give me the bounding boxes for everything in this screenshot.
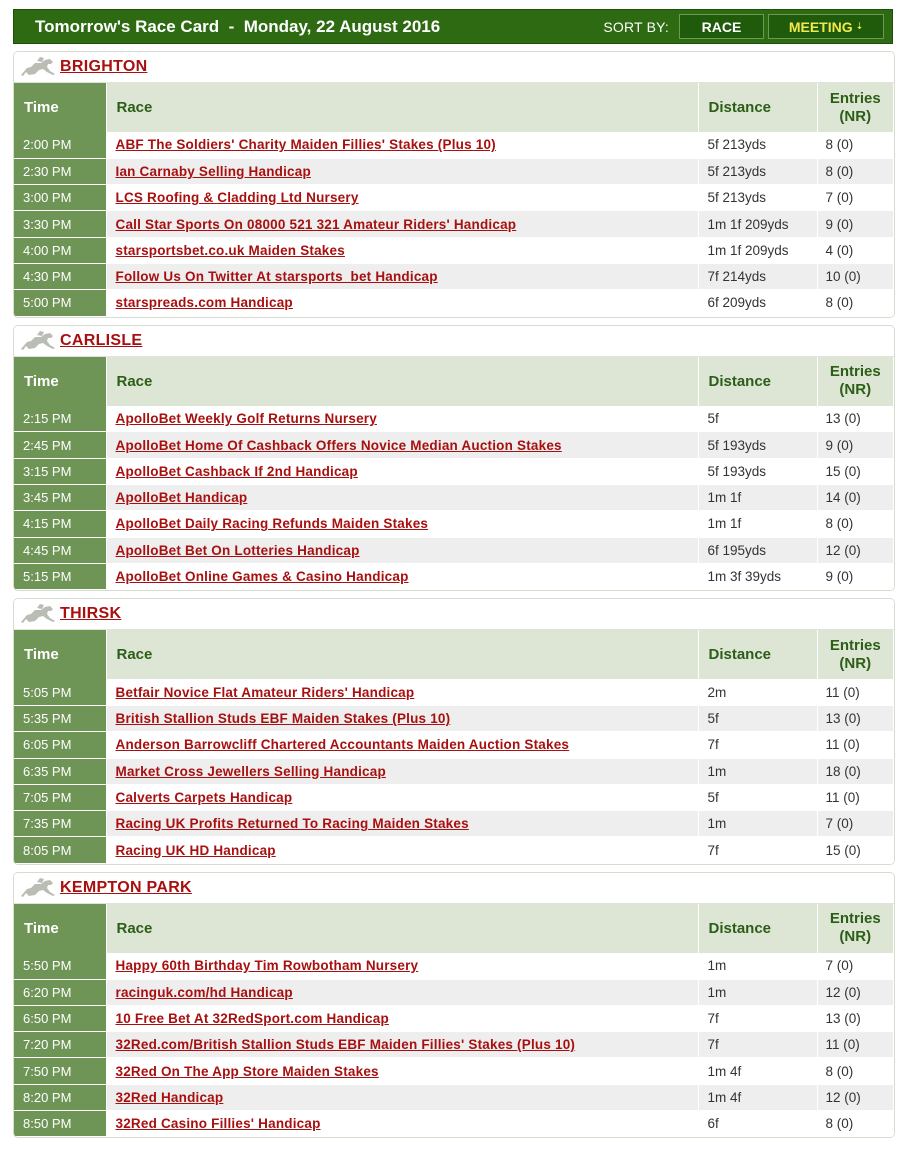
race-time: 8:20 PM — [14, 1084, 106, 1110]
race-name-link[interactable]: British Stallion Studs EBF Maiden Stakes (Plus 10) — [115, 711, 451, 727]
meetings-list — [13, 51, 893, 1138]
race-entries: 9 (0) — [817, 211, 894, 237]
table-row — [14, 1084, 894, 1110]
race-entries: 15 (0) — [817, 458, 894, 484]
race-cell — [106, 837, 698, 863]
race-entries: 8 (0) — [817, 132, 894, 158]
race-name-link[interactable]: 32Red On The App Store Maiden Stakes — [115, 1063, 379, 1079]
race-time: 4:30 PM — [14, 263, 106, 289]
race-name-link[interactable]: starspreads.com Handicap — [115, 295, 293, 311]
race-time: 7:20 PM — [14, 1032, 106, 1058]
race-name-link[interactable]: Ian Carnaby Selling Handicap — [115, 163, 311, 179]
race-distance: 1m 1f — [698, 511, 817, 537]
race-table — [14, 357, 894, 591]
race-cell — [106, 811, 698, 837]
column-header-distance: Distance — [698, 904, 817, 953]
race-table — [14, 630, 894, 864]
race-distance: 6f — [698, 1111, 817, 1137]
meeting-header — [14, 599, 894, 630]
race-entries: 14 (0) — [817, 484, 894, 510]
page-title: Tomorrow's Race Card - Monday, 22 August 2016 — [35, 16, 441, 36]
race-time: 5:05 PM — [14, 679, 106, 705]
column-header-race: Race — [106, 357, 698, 406]
race-time: 7:50 PM — [14, 1058, 106, 1084]
meeting-name-link[interactable]: CARLISLE — [60, 331, 143, 349]
race-distance: 7f — [698, 1005, 817, 1031]
race-entries: 8 (0) — [817, 511, 894, 537]
race-distance: 1m 3f 39yds — [698, 563, 817, 589]
race-cell — [106, 211, 698, 237]
race-distance: 5f — [698, 406, 817, 432]
race-distance: 5f — [698, 784, 817, 810]
race-name-link[interactable]: Betfair Novice Flat Amateur Riders' Handicap — [115, 684, 415, 700]
race-cell — [106, 158, 698, 184]
meeting-block — [13, 51, 895, 318]
race-distance: 7f 214yds — [698, 263, 817, 289]
race-entries: 7 (0) — [817, 953, 894, 979]
race-time: 7:05 PM — [14, 784, 106, 810]
race-distance: 7f — [698, 837, 817, 863]
race-cell — [106, 1058, 698, 1084]
column-header-entries — [817, 357, 894, 406]
meeting-block — [13, 325, 895, 592]
sort-meeting-button[interactable] — [768, 14, 884, 39]
race-name-link[interactable]: Market Cross Jewellers Selling Handicap — [115, 763, 386, 779]
race-name-link[interactable]: racinguk.com/hd Handicap — [115, 984, 293, 1000]
column-header-time: Time — [14, 630, 106, 679]
race-entries: 7 (0) — [817, 811, 894, 837]
entries-label: Entries — [829, 89, 881, 107]
race-time: 8:05 PM — [14, 837, 106, 863]
race-entries: 12 (0) — [817, 1084, 894, 1110]
race-name-link[interactable]: Call Star Sports On 08000 521 321 Amateur Riders' Handicap — [115, 216, 517, 232]
horse-racing-icon — [17, 602, 59, 626]
race-cell — [106, 705, 698, 731]
race-name-link[interactable]: LCS Roofing & Cladding Ltd Nursery — [115, 190, 359, 206]
race-cell — [106, 784, 698, 810]
meeting-name-link[interactable]: BRIGHTON — [60, 58, 148, 75]
meeting-header — [14, 326, 894, 357]
race-time: 6:20 PM — [14, 979, 106, 1005]
table-row — [14, 290, 894, 316]
race-cell — [106, 406, 698, 432]
race-distance: 2m — [698, 679, 817, 705]
race-name-link[interactable]: ApolloBet Cashback If 2nd Handicap — [115, 463, 358, 479]
nr-label: (NR) — [839, 928, 872, 946]
race-entries: 7 (0) — [817, 185, 894, 211]
table-row — [14, 158, 894, 184]
race-entries: 13 (0) — [817, 1005, 894, 1031]
table-row — [14, 211, 894, 237]
race-entries: 8 (0) — [817, 1058, 894, 1084]
horse-racing-icon — [17, 876, 59, 900]
race-time: 4:15 PM — [14, 511, 106, 537]
race-time: 4:00 PM — [14, 237, 106, 263]
table-row — [14, 1032, 894, 1058]
sort-meeting-label: MEETING — [788, 18, 853, 35]
column-header-time: Time — [14, 904, 106, 953]
race-distance: 5f 213yds — [698, 158, 817, 184]
race-card-header — [13, 9, 893, 44]
race-time: 2:30 PM — [14, 158, 106, 184]
race-cell — [106, 732, 698, 758]
race-name-link[interactable]: ApolloBet Weekly Golf Returns Nursery — [115, 410, 377, 426]
table-row — [14, 979, 894, 1005]
race-time: 3:30 PM — [14, 211, 106, 237]
nr-label: (NR) — [839, 654, 872, 672]
race-name-link[interactable]: Anderson Barrowcliff Chartered Accountants Maiden Auction Stakes — [115, 737, 570, 753]
table-row — [14, 237, 894, 263]
race-table — [14, 904, 894, 1138]
table-row — [14, 784, 894, 810]
race-time: 5:00 PM — [14, 290, 106, 316]
race-name-link[interactable]: ABF The Soldiers' Charity Maiden Fillies' Stakes (Plus 10) — [115, 137, 496, 153]
meeting-block — [13, 598, 895, 865]
horse-racing-icon — [17, 329, 59, 353]
table-row — [14, 458, 894, 484]
race-name-link[interactable]: Calverts Carpets Handicap — [115, 789, 293, 805]
race-name-link[interactable]: starsportsbet.co.uk Maiden Stakes — [115, 242, 345, 258]
column-header-entries — [817, 630, 894, 679]
entries-label: Entries — [829, 910, 881, 928]
race-table — [14, 83, 894, 317]
race-entries: 8 (0) — [817, 158, 894, 184]
race-name-link[interactable]: 32Red Casino Fillies' Handicap — [115, 1116, 321, 1132]
race-name-link[interactable]: 10 Free Bet At 32RedSport.com Handicap — [115, 1010, 389, 1026]
table-row — [14, 263, 894, 289]
race-time: 3:45 PM — [14, 484, 106, 510]
race-distance: 1m — [698, 811, 817, 837]
column-header-race: Race — [106, 630, 698, 679]
race-name-link[interactable]: ApolloBet Home Of Cashback Offers Novice Median Auction Stakes — [115, 437, 562, 453]
race-cell — [106, 1111, 698, 1137]
table-row — [14, 432, 894, 458]
race-entries: 12 (0) — [817, 537, 894, 563]
race-name-link[interactable]: Happy 60th Birthday Tim Rowbotham Nursery — [115, 958, 419, 974]
table-row — [14, 406, 894, 432]
race-time: 3:15 PM — [14, 458, 106, 484]
race-time: 2:15 PM — [14, 406, 106, 432]
race-time: 2:00 PM — [14, 132, 106, 158]
race-distance: 1m 1f 209yds — [698, 237, 817, 263]
column-header-time: Time — [14, 357, 106, 406]
column-header-distance: Distance — [698, 357, 817, 406]
race-entries: 13 (0) — [817, 406, 894, 432]
race-time: 6:05 PM — [14, 732, 106, 758]
meeting-header — [14, 873, 894, 904]
race-entries: 4 (0) — [817, 237, 894, 263]
sort-by-label: SORT BY: — [603, 18, 669, 35]
column-header-race: Race — [106, 83, 698, 132]
table-row — [14, 563, 894, 589]
race-time: 7:35 PM — [14, 811, 106, 837]
race-distance: 1m — [698, 953, 817, 979]
meeting-name-link[interactable]: THIRSK — [60, 605, 122, 623]
race-cell — [106, 979, 698, 1005]
race-entries: 11 (0) — [817, 732, 894, 758]
race-distance: 6f 209yds — [698, 290, 817, 316]
race-cell — [106, 511, 698, 537]
race-distance: 5f 213yds — [698, 185, 817, 211]
table-header-row — [14, 83, 894, 132]
race-entries: 10 (0) — [817, 263, 894, 289]
race-time: 6:50 PM — [14, 1005, 106, 1031]
race-time: 5:35 PM — [14, 705, 106, 731]
race-entries: 9 (0) — [817, 432, 894, 458]
table-header-row — [14, 904, 894, 953]
table-row — [14, 837, 894, 863]
nr-label: (NR) — [839, 381, 872, 399]
race-distance: 5f 213yds — [698, 132, 817, 158]
sort-down-arrow-icon: ⇣ — [855, 21, 864, 31]
race-time: 8:50 PM — [14, 1111, 106, 1137]
table-row — [14, 537, 894, 563]
column-header-entries — [817, 904, 894, 953]
table-row — [14, 758, 894, 784]
race-entries: 11 (0) — [817, 679, 894, 705]
table-row — [14, 132, 894, 158]
race-name-link[interactable]: ApolloBet Bet On Lotteries Handicap — [115, 542, 360, 558]
table-row — [14, 705, 894, 731]
race-cell — [106, 185, 698, 211]
race-distance: 7f — [698, 732, 817, 758]
race-entries: 18 (0) — [817, 758, 894, 784]
race-time: 6:35 PM — [14, 758, 106, 784]
table-row — [14, 679, 894, 705]
race-time: 3:00 PM — [14, 185, 106, 211]
race-distance: 5f 193yds — [698, 458, 817, 484]
race-distance: 5f 193yds — [698, 432, 817, 458]
table-row — [14, 1005, 894, 1031]
race-cell — [106, 679, 698, 705]
race-name-link[interactable]: Follow Us On Twitter At starsports_bet Handicap — [115, 269, 438, 285]
table-row — [14, 185, 894, 211]
race-distance: 7f — [698, 1032, 817, 1058]
race-distance: 1m — [698, 979, 817, 1005]
column-header-distance: Distance — [698, 83, 817, 132]
race-name-link[interactable]: ApolloBet Daily Racing Refunds Maiden Stakes — [115, 516, 429, 532]
race-cell — [106, 263, 698, 289]
table-row — [14, 511, 894, 537]
race-entries: 13 (0) — [817, 705, 894, 731]
meeting-header — [14, 52, 894, 83]
table-row — [14, 1111, 894, 1137]
race-cell — [106, 432, 698, 458]
race-cell — [106, 1005, 698, 1031]
race-distance: 1m 4f — [698, 1058, 817, 1084]
race-entries: 12 (0) — [817, 979, 894, 1005]
race-cell — [106, 953, 698, 979]
column-header-race: Race — [106, 904, 698, 953]
race-cell — [106, 484, 698, 510]
table-row — [14, 484, 894, 510]
race-distance: 5f — [698, 705, 817, 731]
table-row — [14, 732, 894, 758]
race-name-link[interactable]: ApolloBet Handicap — [115, 490, 248, 506]
entries-label: Entries — [829, 363, 881, 381]
race-distance: 1m 4f — [698, 1084, 817, 1110]
race-entries: 8 (0) — [817, 290, 894, 316]
race-distance: 6f 195yds — [698, 537, 817, 563]
race-cell — [106, 537, 698, 563]
column-header-time: Time — [14, 83, 106, 132]
race-cell — [106, 290, 698, 316]
race-entries: 9 (0) — [817, 563, 894, 589]
race-entries: 8 (0) — [817, 1111, 894, 1137]
race-cell — [106, 1032, 698, 1058]
race-name-link[interactable]: Racing UK HD Handicap — [115, 842, 276, 858]
race-cell — [106, 563, 698, 589]
meeting-name-link[interactable]: KEMPTON PARK — [60, 878, 192, 896]
horse-racing-icon — [17, 55, 59, 79]
race-time: 5:15 PM — [14, 563, 106, 589]
table-row — [14, 811, 894, 837]
race-time: 4:45 PM — [14, 537, 106, 563]
column-header-distance: Distance — [698, 630, 817, 679]
sort-race-button[interactable] — [679, 14, 764, 39]
race-entries: 11 (0) — [817, 1032, 894, 1058]
race-cell — [106, 237, 698, 263]
race-entries: 11 (0) — [817, 784, 894, 810]
table-header-row — [14, 357, 894, 406]
race-cell — [106, 458, 698, 484]
table-header-row — [14, 630, 894, 679]
race-distance: 1m — [698, 758, 817, 784]
table-row — [14, 1058, 894, 1084]
table-row — [14, 953, 894, 979]
race-entries: 15 (0) — [817, 837, 894, 863]
race-time: 2:45 PM — [14, 432, 106, 458]
race-cell — [106, 758, 698, 784]
entries-label: Entries — [829, 636, 881, 654]
race-name-link[interactable]: 32Red Handicap — [115, 1089, 224, 1105]
race-name-link[interactable]: 32Red.com/British Stallion Studs EBF Maiden Fillies' Stakes (Plus 10) — [115, 1037, 576, 1053]
race-name-link[interactable]: ApolloBet Online Games & Casino Handicap — [115, 569, 409, 584]
nr-label: (NR) — [839, 107, 872, 125]
meeting-block — [13, 872, 895, 1139]
race-cell — [106, 132, 698, 158]
sort-race-label: RACE — [701, 18, 742, 35]
race-time: 5:50 PM — [14, 953, 106, 979]
column-header-entries — [817, 83, 894, 132]
race-distance: 1m 1f 209yds — [698, 211, 817, 237]
race-distance: 1m 1f — [698, 484, 817, 510]
race-name-link[interactable]: Racing UK Profits Returned To Racing Maiden Stakes — [115, 816, 469, 832]
race-cell — [106, 1084, 698, 1110]
